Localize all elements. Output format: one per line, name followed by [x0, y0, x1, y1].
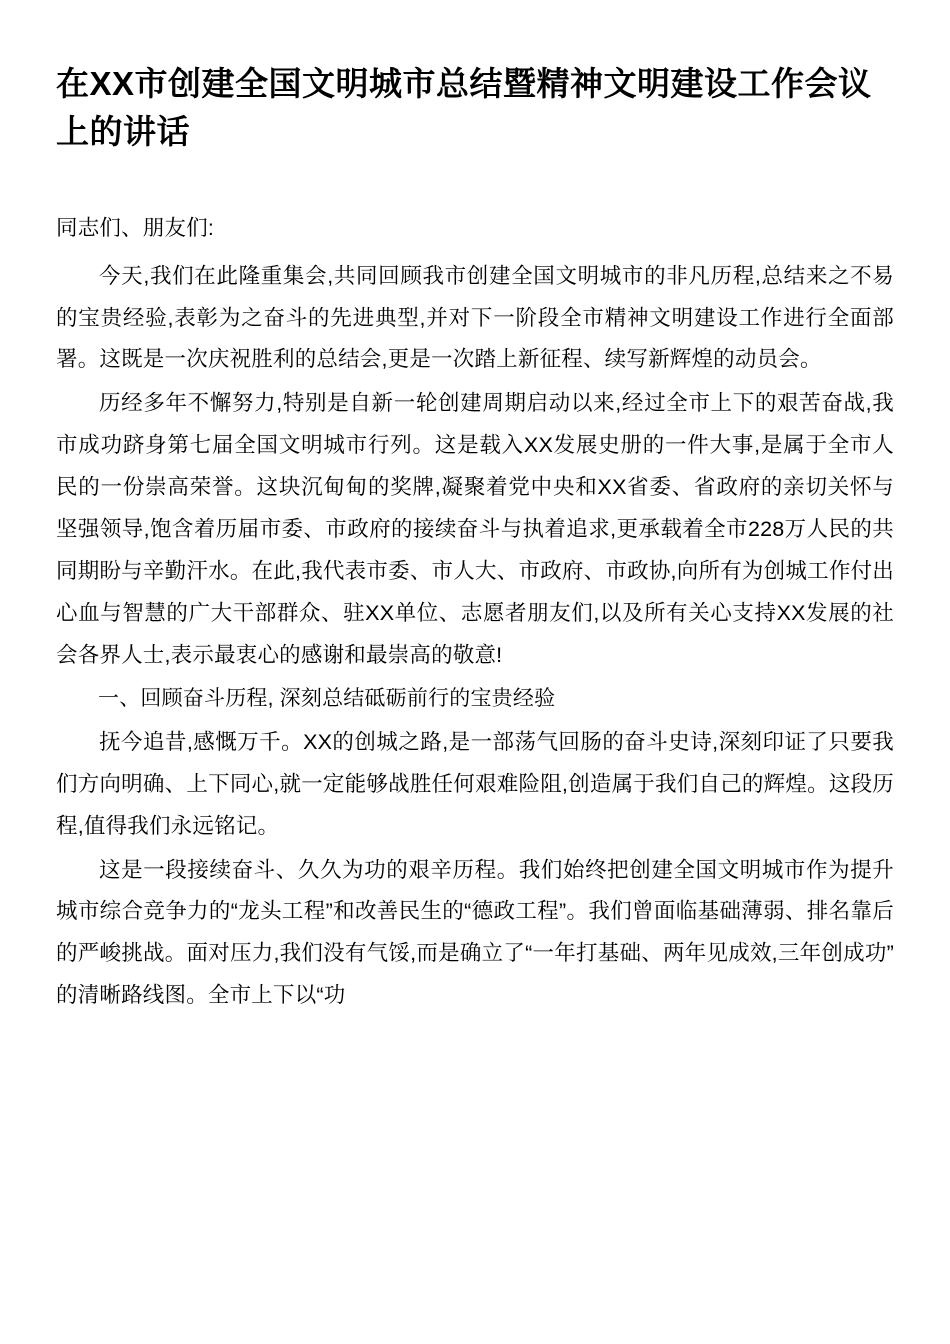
document-title: 在XX市创建全国文明城市总结暨精神文明建设工作会议上的讲话	[56, 65, 872, 150]
paragraph-4: 这是一段接续奋斗、久久为功的艰辛历程。我们始终把创建全国文明城市作为提升城市综合竞争力的“龙头工程”和改善民生的“德政工程”。我们曾面临基础薄弱、排名靠后的严峻挑战。面对压力,我们没有气馁,而是确立了“一年打基础、两年见成效,三年创成功”的清晰路线图。全市上下以“功	[56, 857, 894, 1008]
paragraph-2: 历经多年不懈努力,特别是自新一轮创建周期启动以来,经过全市上下的艰苦奋战,我市成功跻身第七届全国文明城市行列。这是载入XX发展史册的一件大事,是属于全市人民的一份崇高荣誉。这块沉甸甸的奖牌,凝聚着党中央和XX省委、省政府的亲切关怀与坚强领导,饱含着历届市委、市政府的接续奋斗与执着追求,更承载着全市228万人民的共同期盼与辛勤汗水。在此,我代表市委、市人大、市政府、市政协,向所有为创城工作付出心血与智慧的广大干部群众、驻XX单位、志愿者朋友们,以及所有关心支持XX发展的社会各界人士,表示最衷心的感谢和最崇高的敬意!	[56, 391, 894, 667]
section-heading-1: 一、回顾奋斗历程, 深刻总结砥砺前行的宝贵经验	[98, 686, 556, 710]
paragraph-3: 抚今追昔,感慨万千。XX的创城之路,是一部荡气回肠的奋斗史诗,深刻印证了只要我们方向明确、上下同心,就一定能够战胜任何艰难险阻,创造属于我们自己的辉煌。这段历程,值得我们永远铭记。	[56, 729, 894, 838]
salutation: 同志们、朋友们:	[56, 215, 215, 240]
paragraph-1: 今天,我们在此隆重集会,共同回顾我市创建全国文明城市的非凡历程,总结来之不易的宝贵经验,表彰为之奋斗的先进典型,并对下一阶段全市精神文明建设工作进行全面部署。这既是一次庆祝胜利的总结会,更是一次踏上新征程、续写新辉煌的动员会。	[56, 263, 894, 372]
